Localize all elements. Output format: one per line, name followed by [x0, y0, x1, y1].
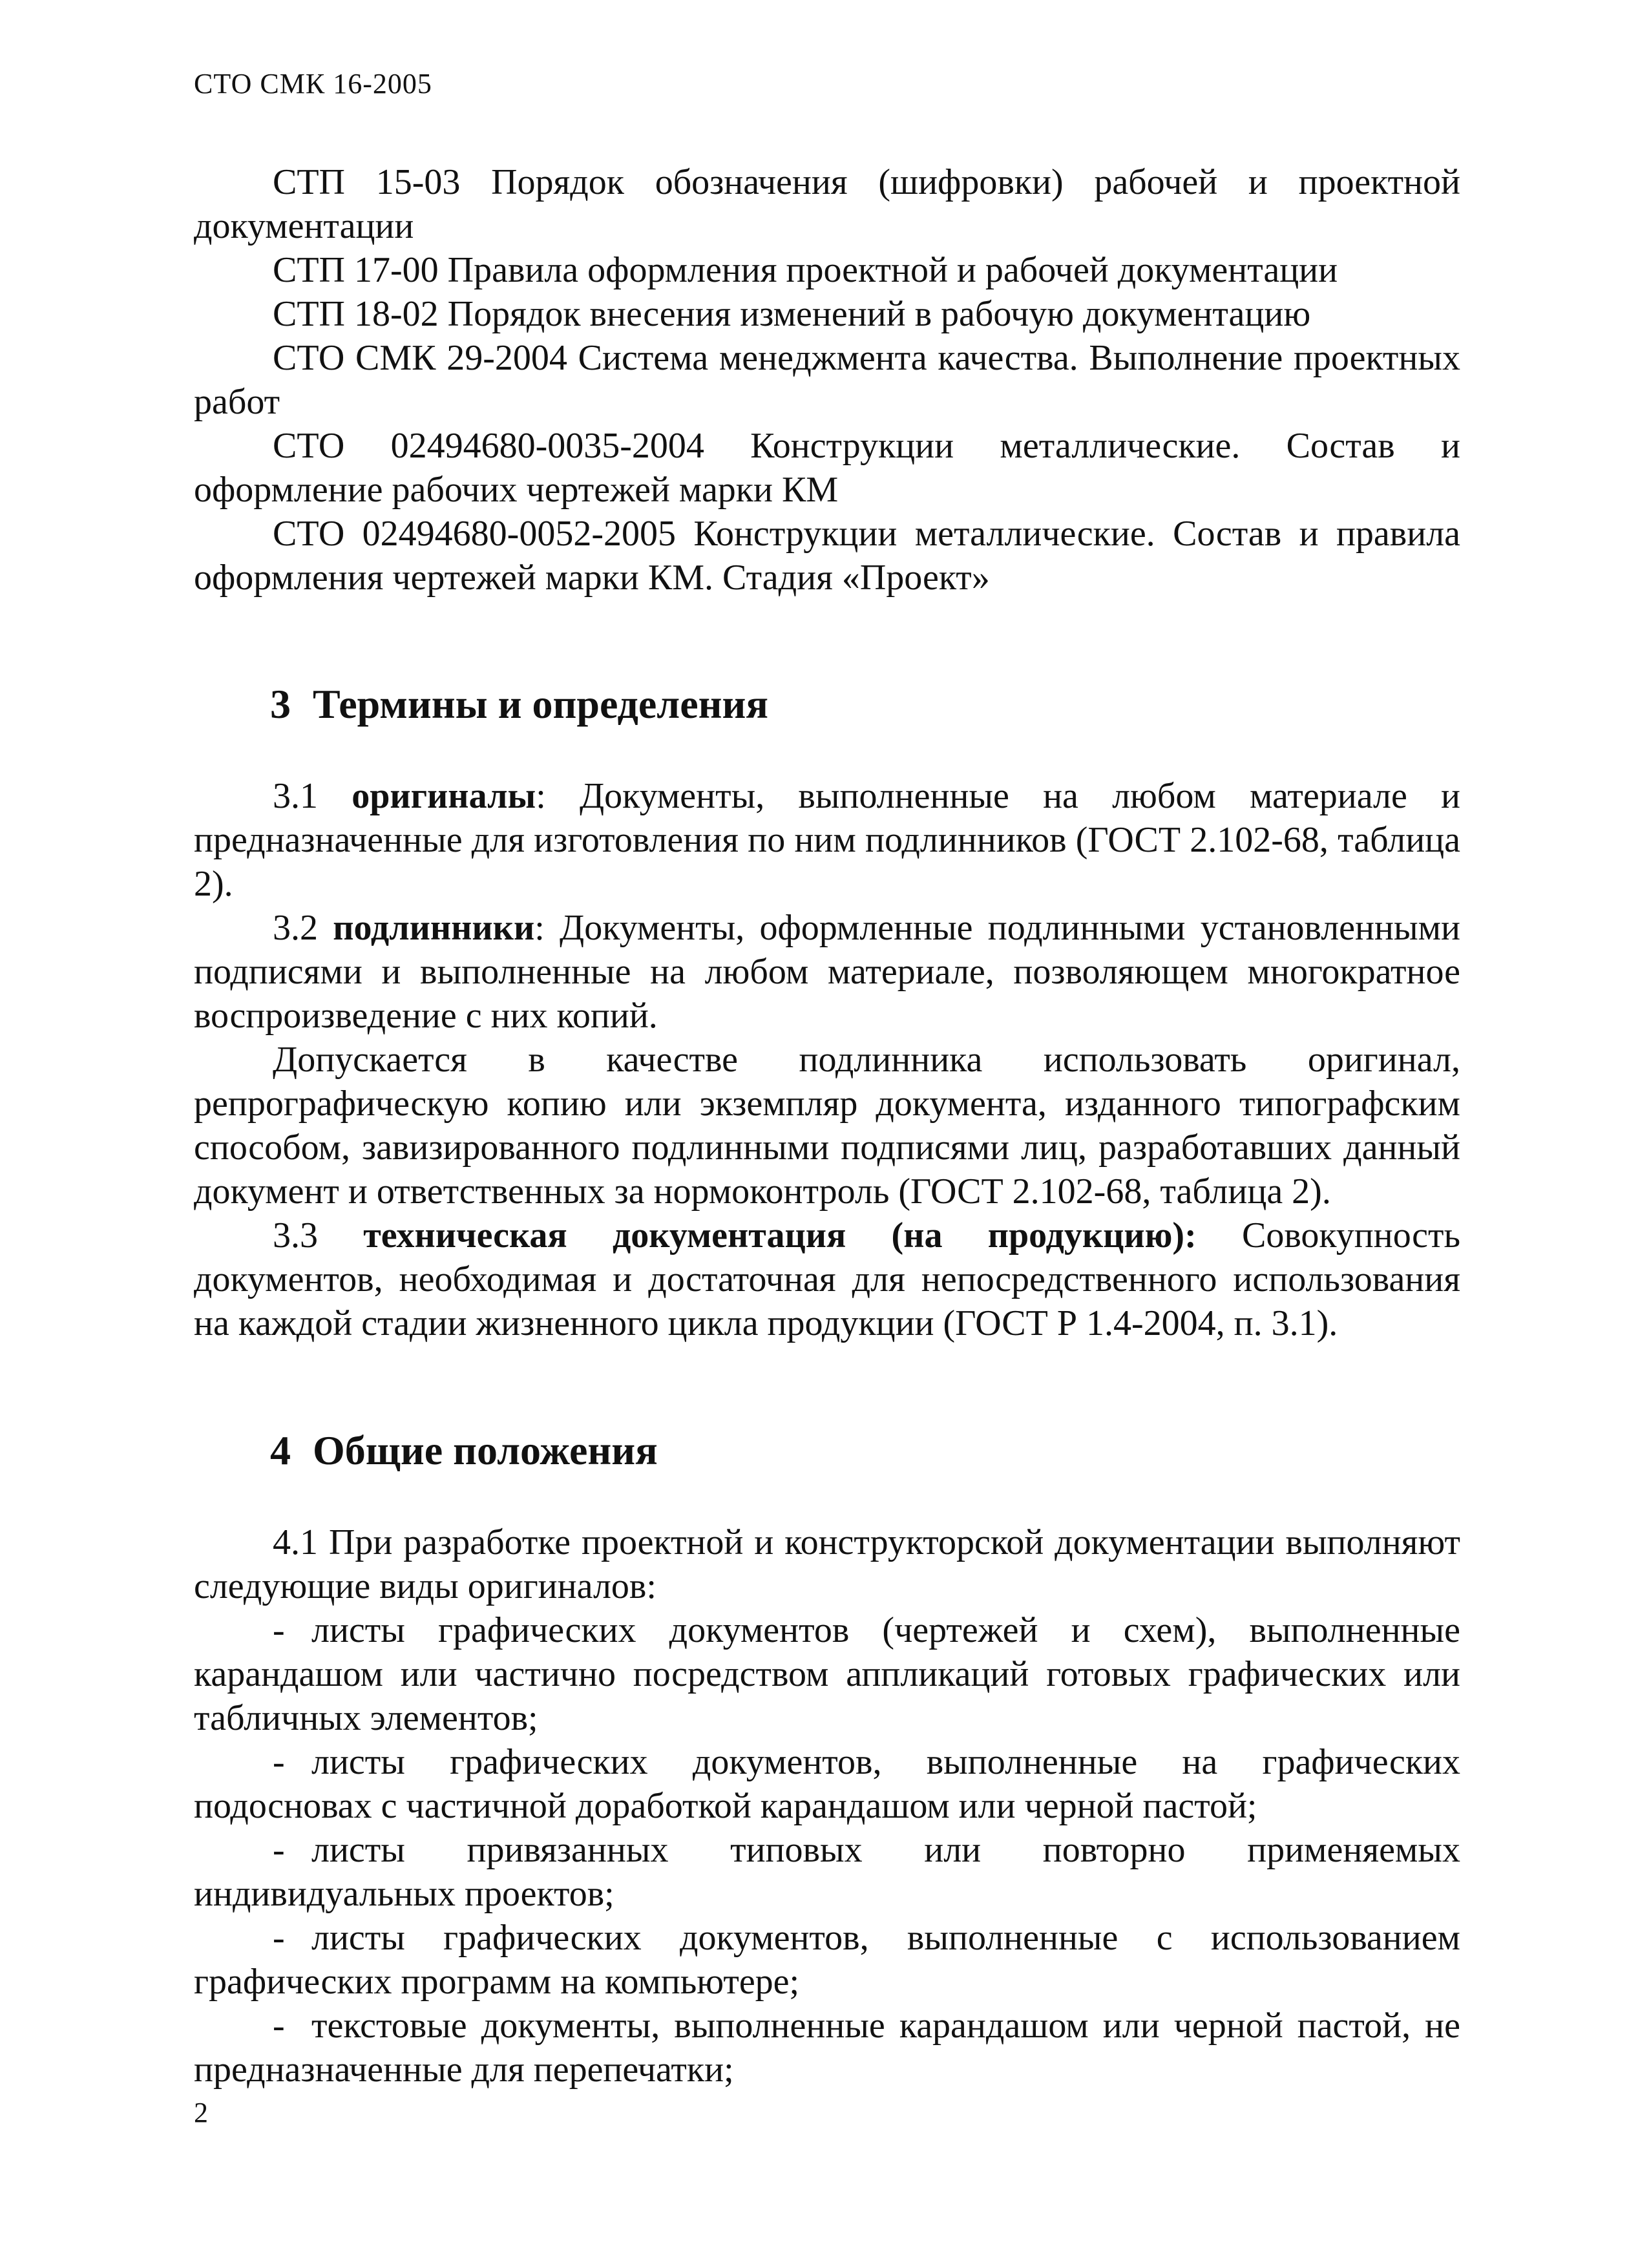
list-dash: - [273, 1610, 285, 1650]
definition-text: Совокупность документов, необходимая и достаточная для непосредственного использования на каждой стадии жизненного цикла продукции (ГОСТ Р 1.4-2004, п. 3.1). [194, 1215, 1461, 1343]
section-3-heading [270, 678, 768, 730]
definition-number: 3.1 [273, 776, 318, 816]
section-number: 4 [270, 1427, 291, 1473]
definition-number: 3.3 [273, 1215, 318, 1255]
reference-item: СТП 15-03 Порядок обозначения (шифровки) рабочей и проектной документации [194, 162, 1460, 246]
list-item-text: листы графических документов, выполненные на графических подосновах с частичной доработкой карандашом или черной пастой; [194, 1742, 1460, 1826]
definition-term: оригиналы [352, 776, 536, 816]
definition-number: 3.2 [273, 908, 318, 948]
list-item-text: листы графических документов, выполненные с использованием графических программ на компьютере; [194, 1918, 1460, 2002]
reference-item: СТО 02494680-0052-2005 Конструкции металлические. Состав и правила оформления чертежей марки КМ. Стадия «Проект» [194, 514, 1460, 598]
section-title: Термины и определения [313, 681, 768, 727]
list-item [194, 1828, 1460, 1916]
reference-item: СТО СМК 29-2004 Система менеджмента качества. Выполнение проектных работ [194, 338, 1460, 422]
list-dash: - [273, 1830, 285, 1870]
document-code-header: СТО СМК 16-2005 [194, 68, 432, 100]
reference-item: СТО 02494680-0035-2004 Конструкции металлические. Состав и оформление рабочих чертежей марки КМ [194, 426, 1460, 510]
reference-item: СТП 17-00 Правила оформления проектной и рабочей документации [273, 250, 1338, 290]
definition-item: 3.2 подлинники: Документы, оформленные подлинными установленными подписями и выполненные на любом материале, позволяющем многократное воспроизведение с них копий. [194, 908, 1461, 1036]
list-item [194, 2004, 1460, 2092]
list-item [194, 1740, 1460, 1828]
list-item [194, 1916, 1460, 2004]
list-item-text: текстовые документы, выполненные карандашом или черной пастой, не предназначенные для перепечатки; [194, 2006, 1460, 2090]
list-dash: - [273, 1918, 285, 1958]
list-item-text: листы привязанных типовых или повторно применяемых индивидуальных проектов; [194, 1830, 1460, 1914]
references-list [194, 160, 1460, 600]
page-number: 2 [194, 2097, 208, 2128]
section-title: Общие положения [313, 1427, 658, 1473]
definition-note: Допускается в качестве подлинника использовать оригинал, репрографическую копию или экземпляр документа, изданного типографским способом, завизированного подлинными подписями лиц, разработавших данный документ и ответственных за нормоконтроль (ГОСТ 2.102-68, таблица 2). [194, 1040, 1460, 1212]
reference-item: СТП 18-02 Порядок внесения изменений в рабочую документацию [273, 294, 1311, 334]
definition-text: Документы, выполненные на любом материале и предназначенные для изготовления по ним подлинников (ГОСТ 2.102-68, таблица 2). [194, 776, 1461, 904]
section-4-heading [270, 1425, 658, 1476]
definition-item [194, 1213, 1460, 1345]
list-item [194, 1608, 1460, 1740]
list-item-text: листы графических документов (чертежей и схем), выполненные карандашом или частично посредством аппликаций готовых графических или табличных элементов; [194, 1610, 1460, 1738]
definition-term: подлинники [333, 908, 535, 948]
definition-term: техническая документация (на продукцию): [363, 1215, 1197, 1255]
section-4-intro: 4.1 При разработке проектной и конструкторской документации выполняют следующие виды оригиналов: [194, 1522, 1460, 1606]
section-number: 3 [270, 681, 291, 727]
definition-item: 3.1 оригиналы: Документы, выполненные на любом материале и предназначенные для изготовления по ним подлинников (ГОСТ 2.102-68, таблица 2). [194, 776, 1461, 904]
section-3-body [194, 774, 1460, 1345]
list-dash: - [273, 2006, 285, 2046]
list-dash: - [273, 1742, 285, 1782]
section-4-body [194, 1520, 1460, 2092]
definition-text: Документы, оформленные подлинными установленными подписями и выполненные на любом материале, позволяющем многократное воспроизведение с них копий. [194, 908, 1461, 1036]
